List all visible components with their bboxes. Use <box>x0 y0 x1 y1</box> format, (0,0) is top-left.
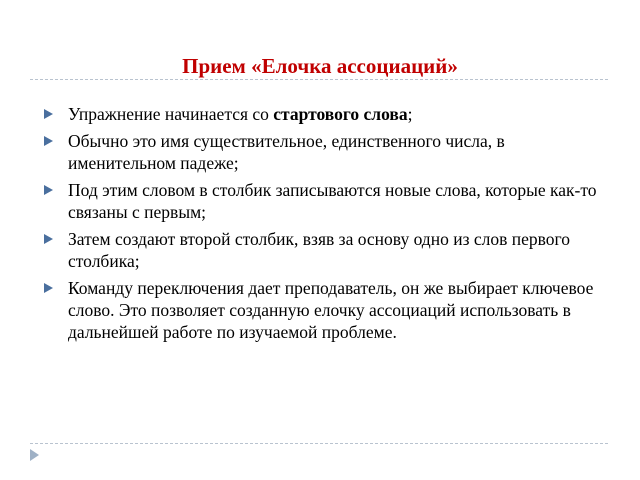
bullet-emphasis: стартового слова <box>273 104 408 124</box>
triangle-bullet-icon <box>44 185 53 195</box>
bullet-item <box>44 179 614 223</box>
triangle-bullet-icon <box>44 136 53 146</box>
bullet-list <box>44 103 614 348</box>
footer-divider <box>30 443 608 444</box>
bullet-item <box>44 228 614 272</box>
next-slide-icon[interactable] <box>30 449 39 461</box>
triangle-bullet-icon <box>44 234 53 244</box>
bullet-item <box>44 103 614 125</box>
bullet-item <box>44 277 614 343</box>
bullet-text: Команду переключения дает преподаватель, он же выбирает ключевое слово. Это позволяет созданную елочку ассоциаций использовать в дальнейшей работе по изучаемой проблеме. <box>68 278 594 342</box>
triangle-bullet-icon <box>44 109 53 119</box>
bullet-text: Под этим словом в столбик записываются новые слова, которые как-то связаны с первым; <box>68 180 597 222</box>
slide-title: Прием «Елочка ассоциаций» <box>182 54 458 78</box>
title-divider <box>30 79 608 80</box>
bullet-item <box>44 130 614 174</box>
bullet-text: Упражнение начинается со <box>68 104 274 124</box>
bullet-text: Обычно это имя существительное, единственного числа, в именительном падеже; <box>68 131 505 173</box>
bullet-text: ; <box>407 104 413 124</box>
triangle-bullet-icon <box>44 283 53 293</box>
bullet-text: Затем создают второй столбик, взяв за основу одно из слов первого столбика; <box>68 229 571 271</box>
